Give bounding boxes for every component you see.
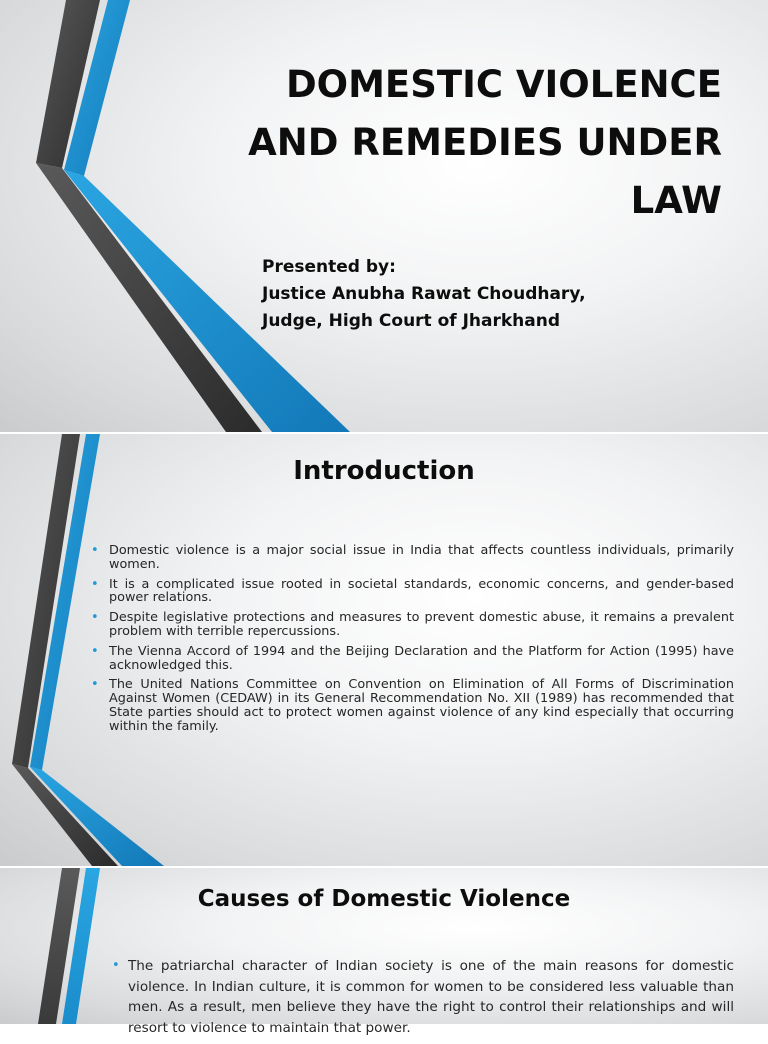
slide-causes: [0, 868, 768, 1036]
presenter-line: Judge, High Court of Jharkhand: [262, 311, 561, 331]
list-item: [91, 677, 734, 734]
bullet-icon: •: [91, 610, 99, 626]
title-line: AND REMEDIES UNDER: [248, 121, 722, 164]
bullet-icon: •: [91, 677, 99, 693]
list-item: [91, 576, 734, 606]
slide-title: [0, 0, 768, 432]
bullet-icon: •: [91, 643, 99, 659]
presenter-info: [262, 254, 586, 335]
slide-introduction: [0, 434, 768, 866]
bullet-text: It is a complicated issue rooted in societal standards, economic concerns, and gender-based power relations.: [109, 576, 734, 606]
slide-heading: Introduction: [293, 456, 475, 486]
list-item: [91, 610, 734, 639]
bullet-list: [91, 543, 734, 740]
bullet-text: The patriarchal character of Indian society is one of the main reasons for domestic violence. In Indian culture, it is common for women to be considered less valuable than men. As a result, men believe they have the right to control their relationships and will resort to violence to maintain that power.: [128, 958, 734, 1036]
list-item: [112, 956, 734, 1038]
title-line: DOMESTIC VIOLENCE: [285, 63, 722, 106]
presentation-title: [162, 56, 722, 230]
bullet-text: Despite legislative protections and measures to prevent domestic abuse, it remains a prevalent problem with terrible repercussions.: [109, 610, 734, 639]
bullet-text: The Vienna Accord of 1994 and the Beijing Declaration and the Platform for Action (1995) have acknowledged this.: [109, 643, 734, 673]
bullet-text: Domestic violence is a major social issue in India that affects countless individuals, primarily women.: [109, 543, 734, 572]
title-line: LAW: [630, 179, 722, 222]
bullet-text: The United Nations Committee on Convention on Elimination of All Forms of Discrimination Against Women (CEDAW) in its General Recommendation No. XII (1989) has recommended that State parties should act to protect women against violence of any kind especially that occurring within the family.: [109, 677, 734, 734]
bullet-list: [112, 956, 734, 1044]
presenter-line: Justice Anubha Rawat Choudhary,: [262, 284, 586, 304]
bullet-icon: •: [91, 543, 99, 558]
list-item: [91, 543, 734, 572]
presenter-line: Presented by:: [262, 257, 396, 277]
bullet-icon: •: [112, 958, 120, 973]
bullet-icon: •: [91, 576, 99, 592]
list-item: [91, 643, 734, 673]
slide-heading: Causes of Domestic Violence: [197, 886, 571, 912]
